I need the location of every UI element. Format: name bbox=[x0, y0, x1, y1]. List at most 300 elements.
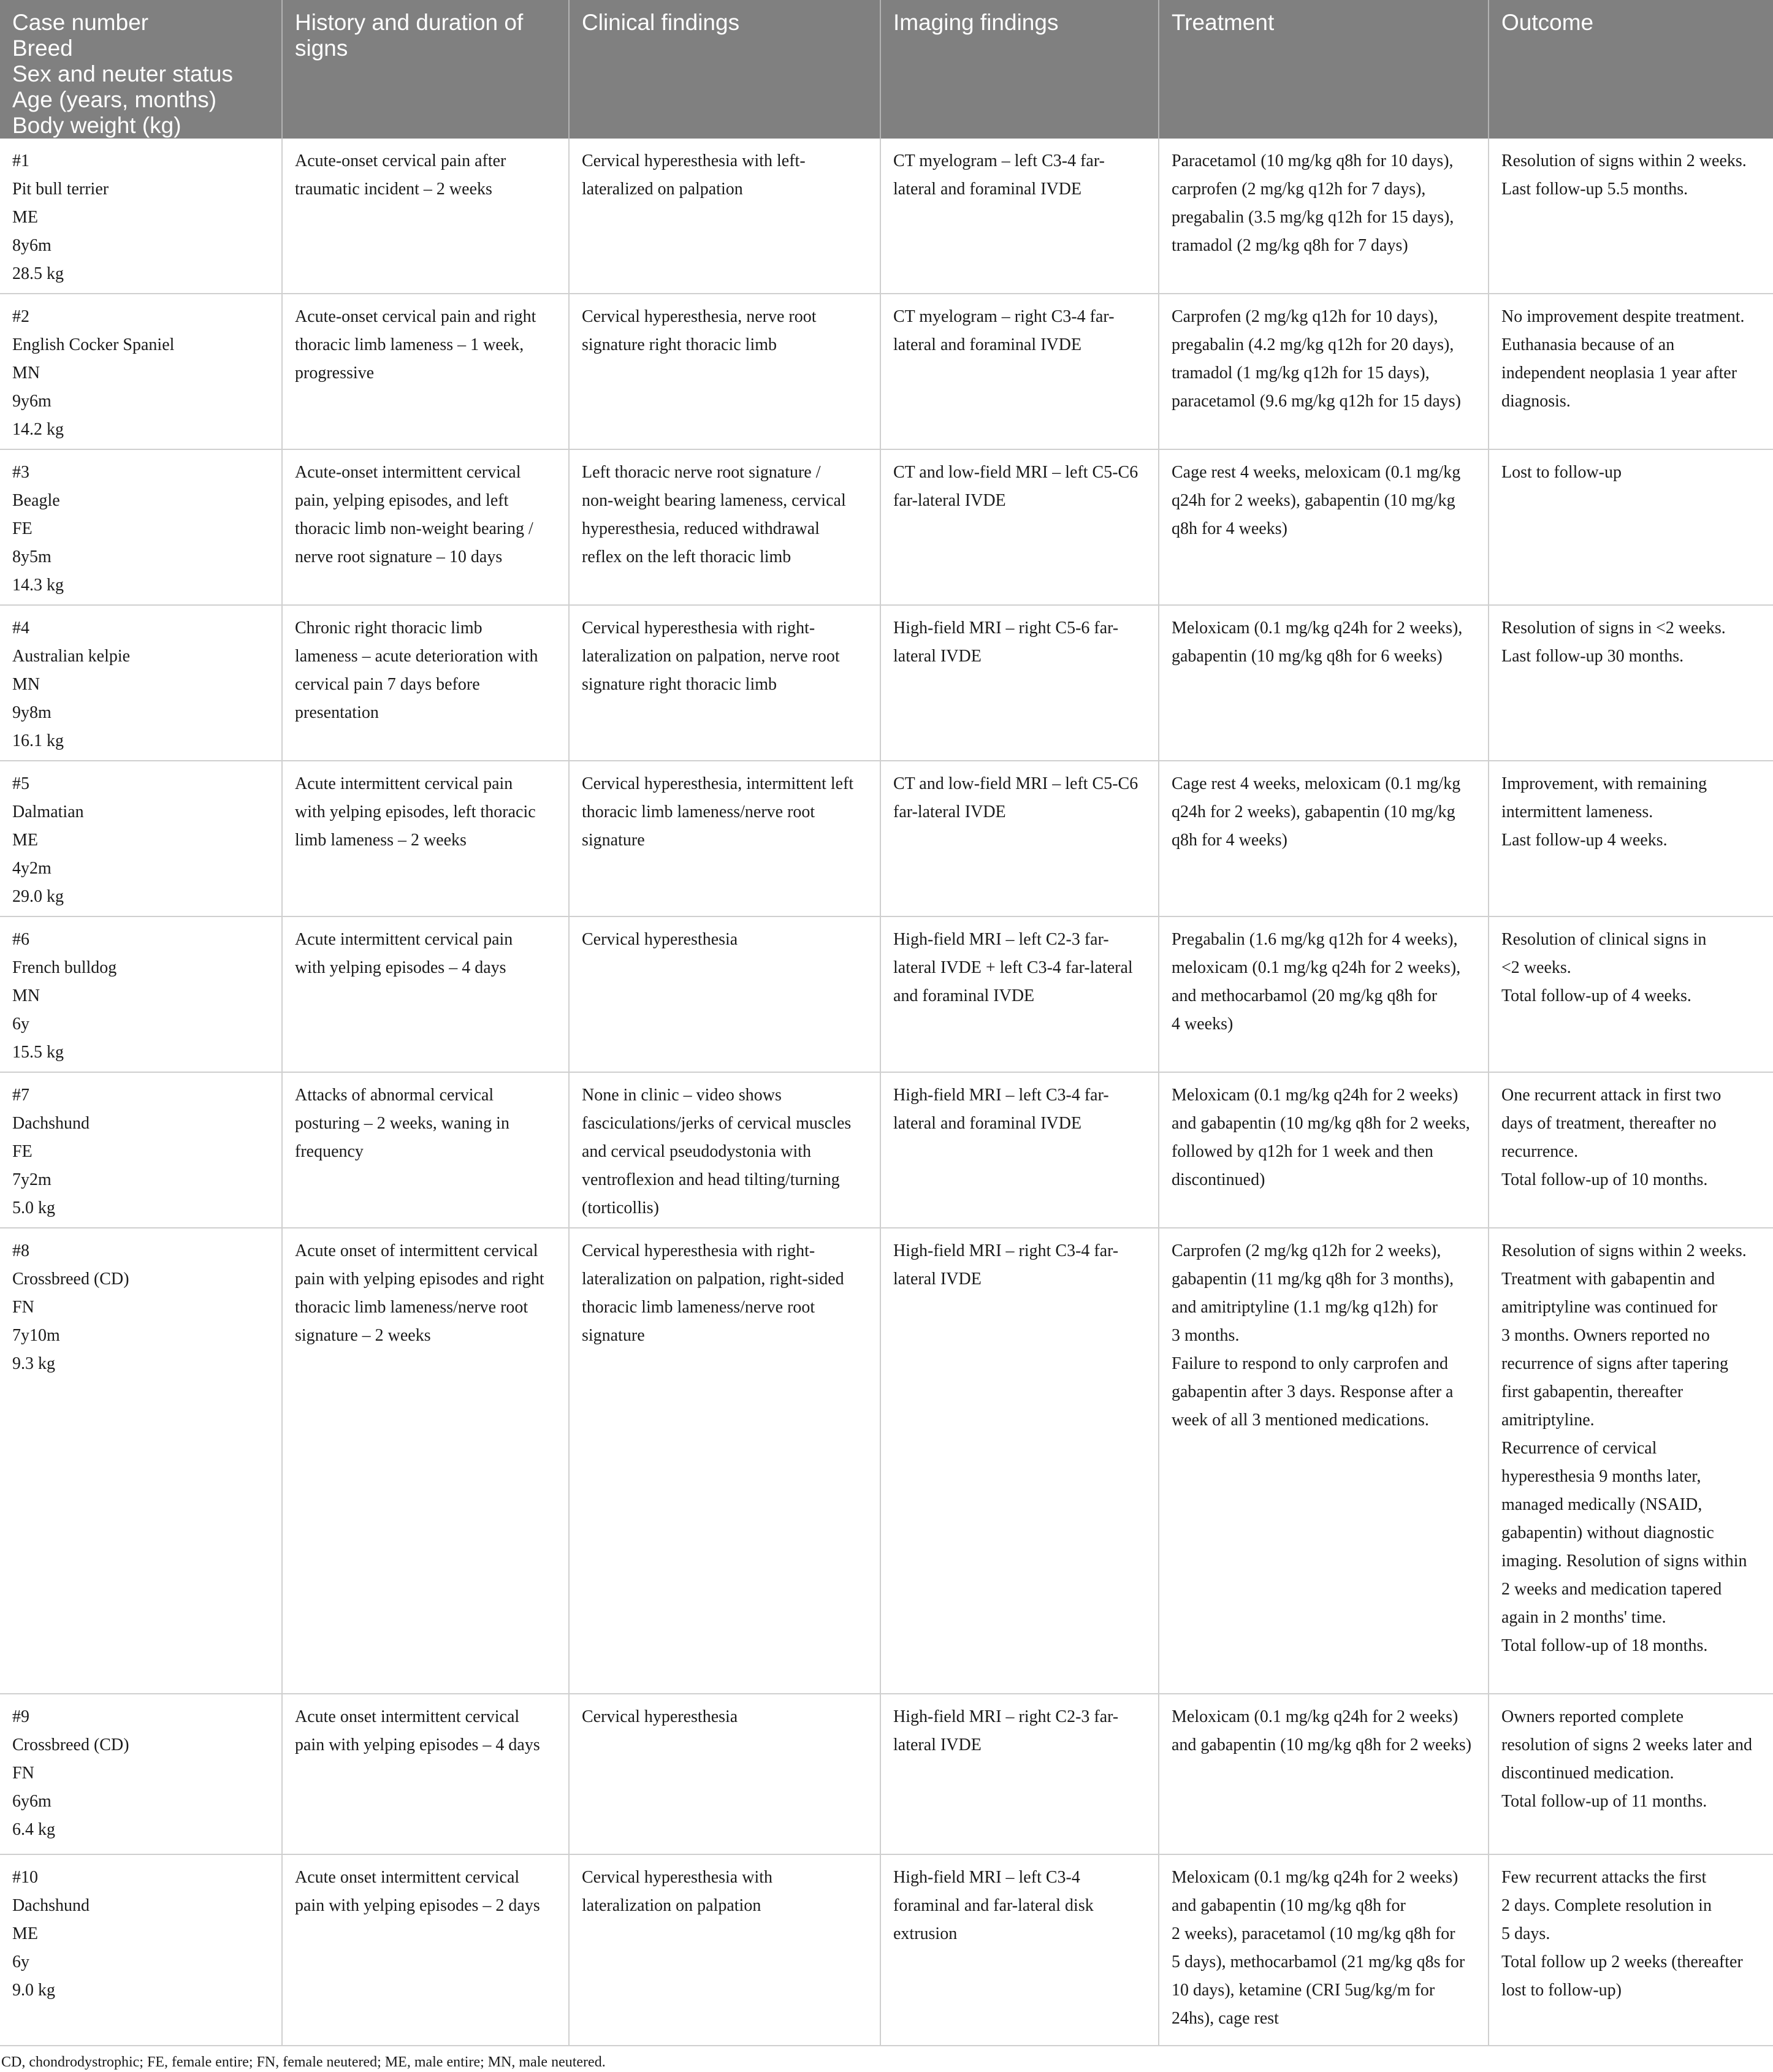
cell-line: signature bbox=[582, 1326, 645, 1345]
case-cell bbox=[0, 139, 282, 294]
cell-line: gabapentin (11 mg/kg q8h for 3 months), bbox=[1172, 1270, 1454, 1289]
cell-line: One recurrent attack in first two bbox=[1501, 1086, 1722, 1105]
table-row bbox=[0, 139, 1773, 294]
cell-line: Resolution of signs within 2 weeks. bbox=[1501, 1241, 1747, 1260]
cell-line: 2 weeks and medication tapered bbox=[1501, 1580, 1722, 1599]
cell-line: 6y bbox=[12, 1015, 29, 1034]
cell-line: 7y10m bbox=[12, 1326, 60, 1345]
cell-line: pregabalin (3.5 mg/kg q12h for 15 days), bbox=[1172, 208, 1454, 227]
cell-line: MN bbox=[12, 675, 40, 694]
cell-line: pregabalin (4.2 mg/kg q12h for 20 days), bbox=[1172, 335, 1454, 354]
cell-line: paracetamol (9.6 mg/kg q12h for 15 days) bbox=[1172, 392, 1461, 411]
cell-line: 3 months. Owners reported no bbox=[1501, 1326, 1710, 1345]
cell-line: 5 days. bbox=[1501, 1924, 1550, 1943]
cell-line: French bulldog bbox=[12, 958, 117, 977]
history-cell bbox=[282, 294, 569, 449]
cell-line: 9y6m bbox=[12, 392, 51, 411]
cell-line: CT and low-field MRI – left C5-C6 bbox=[893, 463, 1138, 482]
cell-line: 6y6m bbox=[12, 1792, 51, 1811]
header-line: Treatment bbox=[1172, 10, 1275, 35]
cell-line: gabapentin) without diagnostic bbox=[1501, 1523, 1714, 1542]
cell-line: 5 days), methocarbamol (21 mg/kg q8s for bbox=[1172, 1952, 1465, 1971]
cell-line: Acute onset intermittent cervical bbox=[295, 1707, 520, 1726]
cell-line: lateralized on palpation bbox=[582, 180, 743, 199]
imaging-cell bbox=[880, 1228, 1159, 1694]
case-header bbox=[0, 0, 282, 139]
cell-line: signature right thoracic limb bbox=[582, 675, 777, 694]
cell-line: Acute intermittent cervical pain bbox=[295, 930, 513, 949]
cell-line: pain, yelping episodes, and left bbox=[295, 491, 509, 510]
cell-line: lateral and foraminal IVDE bbox=[893, 1114, 1082, 1133]
outcome-cell bbox=[1489, 916, 1773, 1072]
cell-line: tramadol (2 mg/kg q8h for 7 days) bbox=[1172, 236, 1408, 255]
case-cell bbox=[0, 605, 282, 761]
cell-line: Cervical hyperesthesia, nerve root bbox=[582, 307, 817, 326]
table-row bbox=[0, 1228, 1773, 1694]
cell-line: Carprofen (2 mg/kg q12h for 2 weeks), bbox=[1172, 1241, 1441, 1260]
cell-line: 24hs), cage rest bbox=[1172, 2009, 1279, 2028]
outcome-header bbox=[1489, 0, 1773, 139]
cell-line: MN bbox=[12, 364, 40, 383]
cell-line: with yelping episodes, left thoracic bbox=[295, 802, 536, 821]
cell-line: #10 bbox=[12, 1868, 38, 1887]
cell-line: discontinued) bbox=[1172, 1170, 1265, 1189]
cell-line: posturing – 2 weeks, waning in bbox=[295, 1114, 509, 1133]
imaging-cell bbox=[880, 449, 1159, 605]
case-cell bbox=[0, 1694, 282, 1854]
cell-line: Dalmatian bbox=[12, 802, 84, 821]
table-row bbox=[0, 1072, 1773, 1228]
cell-line: #1 bbox=[12, 151, 29, 170]
cell-line: Cervical hyperesthesia with bbox=[582, 1868, 773, 1887]
cell-line: Total follow-up of 10 months. bbox=[1501, 1170, 1708, 1189]
cell-line: Meloxicam (0.1 mg/kg q24h for 2 weeks) bbox=[1172, 1707, 1458, 1726]
cell-line: #8 bbox=[12, 1241, 29, 1260]
cell-line: Crossbreed (CD) bbox=[12, 1735, 129, 1754]
cell-line: Total follow-up of 11 months. bbox=[1501, 1792, 1707, 1811]
cell-line: signature right thoracic limb bbox=[582, 335, 777, 354]
cell-line: extrusion bbox=[893, 1924, 958, 1943]
cell-line: q8h for 4 weeks) bbox=[1172, 519, 1287, 538]
header-line: Age (years, months) bbox=[12, 87, 217, 112]
cell-line: first gabapentin, thereafter bbox=[1501, 1382, 1683, 1401]
cell-line: q8h for 4 weeks) bbox=[1172, 831, 1287, 850]
cell-line: #3 bbox=[12, 463, 29, 482]
cell-line: Resolution of signs within 2 weeks. bbox=[1501, 151, 1747, 170]
cell-line: Owners reported complete bbox=[1501, 1707, 1683, 1726]
cell-line: pain with yelping episodes – 4 days bbox=[295, 1735, 540, 1754]
cell-line: 14.2 kg bbox=[12, 420, 64, 439]
cell-line: High-field MRI – right C3-4 far- bbox=[893, 1241, 1119, 1260]
cell-line: Improvement, with remaining bbox=[1501, 774, 1707, 793]
cell-line: Meloxicam (0.1 mg/kg q24h for 2 weeks), bbox=[1172, 619, 1463, 638]
cell-line: Acute-onset intermittent cervical bbox=[295, 463, 521, 482]
cell-line: CT myelogram – right C3-4 far- bbox=[893, 307, 1115, 326]
cell-line: ventroflexion and head tilting/turning bbox=[582, 1170, 840, 1189]
case-cell bbox=[0, 294, 282, 449]
cell-line: presentation bbox=[295, 703, 379, 722]
cell-line: 28.5 kg bbox=[12, 264, 64, 283]
cell-line: lateralization on palpation, right-sided bbox=[582, 1270, 844, 1289]
cell-line: resolution of signs 2 weeks later and bbox=[1501, 1735, 1753, 1754]
cell-line: None in clinic – video shows bbox=[582, 1086, 782, 1105]
cell-line: traumatic incident – 2 weeks bbox=[295, 180, 492, 199]
cell-line: 9.0 kg bbox=[12, 1981, 55, 2000]
header-line: signs bbox=[295, 36, 348, 61]
cell-line: Crossbreed (CD) bbox=[12, 1270, 129, 1289]
cell-line: High-field MRI – left C2-3 far- bbox=[893, 930, 1109, 949]
cell-line: nerve root signature – 10 days bbox=[295, 547, 503, 566]
treatment-cell bbox=[1159, 1228, 1489, 1694]
cell-line: 2 weeks), paracetamol (10 mg/kg q8h for bbox=[1172, 1924, 1455, 1943]
cell-line: Meloxicam (0.1 mg/kg q24h for 2 weeks) bbox=[1172, 1086, 1458, 1105]
cell-line: 3 months. bbox=[1172, 1326, 1240, 1345]
case-cell bbox=[0, 761, 282, 916]
header-line: Outcome bbox=[1501, 10, 1594, 35]
cell-line: #4 bbox=[12, 619, 29, 638]
cell-line: lost to follow-up) bbox=[1501, 1981, 1622, 2000]
treatment-cell bbox=[1159, 1854, 1489, 2046]
treatment-cell bbox=[1159, 139, 1489, 294]
cell-line: Cervical hyperesthesia with right- bbox=[582, 619, 815, 638]
cell-line: frequency bbox=[295, 1142, 364, 1161]
history-cell bbox=[282, 605, 569, 761]
cell-line: reflex on the left thoracic limb bbox=[582, 547, 791, 566]
cell-line: 29.0 kg bbox=[12, 887, 64, 906]
clinical-cell bbox=[569, 605, 880, 761]
cell-line: meloxicam (0.1 mg/kg q24h for 2 weeks), bbox=[1172, 958, 1461, 977]
case-cell bbox=[0, 1072, 282, 1228]
cell-line: gabapentin (10 mg/kg q8h for 6 weeks) bbox=[1172, 647, 1443, 666]
outcome-cell bbox=[1489, 449, 1773, 605]
cell-line: recurrence. bbox=[1501, 1142, 1579, 1161]
imaging-cell bbox=[880, 1072, 1159, 1228]
cell-line: and foraminal IVDE bbox=[893, 986, 1035, 1005]
cell-line: 15.5 kg bbox=[12, 1043, 64, 1062]
cell-line: Australian kelpie bbox=[12, 647, 131, 666]
cell-line: q24h for 2 weeks), gabapentin (10 mg/kg bbox=[1172, 491, 1455, 510]
cell-line: discontinued medication. bbox=[1501, 1764, 1674, 1783]
header-line: Case number bbox=[12, 10, 149, 35]
outcome-cell bbox=[1489, 1854, 1773, 2046]
cell-line: thoracic limb lameness/nerve root bbox=[295, 1298, 528, 1317]
cell-line: and methocarbamol (20 mg/kg q8h for bbox=[1172, 986, 1438, 1005]
history-cell bbox=[282, 1854, 569, 2046]
outcome-cell bbox=[1489, 605, 1773, 761]
cell-line: thoracic limb lameness – 1 week, bbox=[295, 335, 524, 354]
cell-line: carprofen (2 mg/kg q12h for 7 days), bbox=[1172, 180, 1426, 199]
cell-line: and gabapentin (10 mg/kg q8h for 2 weeks) bbox=[1172, 1735, 1472, 1754]
table-footnote: CD, chondrodystrophic; FE, female entire; FN, female neutered; ME, male entire; MN, male neutered. bbox=[1, 2054, 606, 2070]
cell-line: thoracic limb lameness/nerve root bbox=[582, 1298, 815, 1317]
cell-line: q24h for 2 weeks), gabapentin (10 mg/kg bbox=[1172, 802, 1455, 821]
cell-line: 4 weeks) bbox=[1172, 1015, 1233, 1034]
cell-line: lateral IVDE bbox=[893, 1270, 982, 1289]
cell-line: lateral IVDE bbox=[893, 1735, 982, 1754]
outcome-cell bbox=[1489, 139, 1773, 294]
cell-line: Lost to follow-up bbox=[1501, 463, 1622, 482]
cell-line: lateralization on palpation, nerve root bbox=[582, 647, 840, 666]
cell-line: No improvement despite treatment. bbox=[1501, 307, 1745, 326]
cell-line: managed medically (NSAID, bbox=[1501, 1495, 1702, 1514]
cell-line: and gabapentin (10 mg/kg q8h for bbox=[1172, 1896, 1406, 1915]
cell-line: (torticollis) bbox=[582, 1198, 659, 1217]
cell-line: ME bbox=[12, 1924, 38, 1943]
cell-line: High-field MRI – right C5-6 far- bbox=[893, 619, 1119, 638]
clinical-cell bbox=[569, 139, 880, 294]
table-row bbox=[0, 1854, 1773, 2046]
cell-line: Pregabalin (1.6 mg/kg q12h for 4 weeks), bbox=[1172, 930, 1458, 949]
cell-line: Recurrence of cervical bbox=[1501, 1439, 1657, 1458]
cell-line: 6y bbox=[12, 1952, 29, 1971]
history-header bbox=[282, 0, 569, 139]
clinical-cell bbox=[569, 1228, 880, 1694]
cell-line: 4y2m bbox=[12, 859, 51, 878]
header-line: Body weight (kg) bbox=[12, 113, 181, 138]
treatment-cell bbox=[1159, 761, 1489, 916]
outcome-cell bbox=[1489, 294, 1773, 449]
cell-line: lateral IVDE bbox=[893, 647, 982, 666]
clinical-header bbox=[569, 0, 880, 139]
cell-line: MN bbox=[12, 986, 40, 1005]
cell-line: with yelping episodes – 4 days bbox=[295, 958, 506, 977]
table-header bbox=[0, 0, 1773, 139]
cell-line: Cage rest 4 weeks, meloxicam (0.1 mg/kg bbox=[1172, 463, 1461, 482]
cell-line: fasciculations/jerks of cervical muscles bbox=[582, 1114, 852, 1133]
cell-line: and gabapentin (10 mg/kg q8h for 2 weeks, bbox=[1172, 1114, 1470, 1133]
cell-line: 9.3 kg bbox=[12, 1354, 55, 1373]
cell-line: tramadol (1 mg/kg q12h for 15 days), bbox=[1172, 364, 1430, 383]
table-body bbox=[0, 139, 1773, 2046]
imaging-cell bbox=[880, 139, 1159, 294]
cell-line: 14.3 kg bbox=[12, 576, 64, 595]
cell-line: 9y8m bbox=[12, 703, 51, 722]
header-line: Sex and neuter status bbox=[12, 61, 233, 86]
cell-line: Cervical hyperesthesia bbox=[582, 930, 738, 949]
treatment-cell bbox=[1159, 294, 1489, 449]
table-row bbox=[0, 1694, 1773, 1854]
cell-line: FN bbox=[12, 1298, 34, 1317]
imaging-cell bbox=[880, 1694, 1159, 1854]
cell-line: Treatment with gabapentin and bbox=[1501, 1270, 1715, 1289]
outcome-cell bbox=[1489, 1072, 1773, 1228]
clinical-cell bbox=[569, 294, 880, 449]
cell-line: imaging. Resolution of signs within bbox=[1501, 1552, 1747, 1571]
cell-line: 16.1 kg bbox=[12, 731, 64, 750]
cell-line: thoracic limb non-weight bearing / bbox=[295, 519, 533, 538]
cell-line: Total follow-up of 18 months. bbox=[1501, 1636, 1708, 1655]
cell-line: Few recurrent attacks the first bbox=[1501, 1868, 1707, 1887]
cell-line: signature – 2 weeks bbox=[295, 1326, 431, 1345]
cell-line: progressive bbox=[295, 364, 375, 383]
history-cell bbox=[282, 761, 569, 916]
clinical-cell bbox=[569, 1694, 880, 1854]
cell-line: Acute-onset cervical pain after bbox=[295, 151, 506, 170]
cell-line: #7 bbox=[12, 1086, 29, 1105]
cell-line: week of all 3 mentioned medications. bbox=[1172, 1411, 1429, 1430]
cell-line: Acute-onset cervical pain and right bbox=[295, 307, 536, 326]
cell-line: 2 days. Complete resolution in bbox=[1501, 1896, 1712, 1915]
cell-line: lateral and foraminal IVDE bbox=[893, 335, 1082, 354]
cell-line: Last follow-up 5.5 months. bbox=[1501, 180, 1688, 199]
cell-line: non-weight bearing lameness, cervical bbox=[582, 491, 846, 510]
cell-line: CT myelogram – left C3-4 far- bbox=[893, 151, 1105, 170]
cell-line: ME bbox=[12, 831, 38, 850]
cell-line: Cervical hyperesthesia with left- bbox=[582, 151, 806, 170]
cell-line: lameness – acute deterioration with bbox=[295, 647, 538, 666]
cell-line: Attacks of abnormal cervical bbox=[295, 1086, 494, 1105]
cell-line: FN bbox=[12, 1764, 34, 1783]
cell-line: 8y5m bbox=[12, 547, 51, 566]
cell-line: #6 bbox=[12, 930, 29, 949]
cell-line: Total follow up 2 weeks (thereafter bbox=[1501, 1952, 1743, 1971]
header-row bbox=[0, 0, 1773, 139]
cell-line: CT and low-field MRI – left C5-C6 bbox=[893, 774, 1138, 793]
history-cell bbox=[282, 1694, 569, 1854]
cell-line: diagnosis. bbox=[1501, 392, 1571, 411]
cell-line: 10 days), ketamine (CRI 5ug/kg/m for bbox=[1172, 1981, 1435, 2000]
cell-line: Paracetamol (10 mg/kg q8h for 10 days), bbox=[1172, 151, 1454, 170]
cell-line: High-field MRI – left C3-4 far- bbox=[893, 1086, 1109, 1105]
imaging-cell bbox=[880, 605, 1159, 761]
treatment-header bbox=[1159, 0, 1489, 139]
cell-line: 8y6m bbox=[12, 236, 51, 255]
cell-line: Left thoracic nerve root signature / bbox=[582, 463, 821, 482]
cell-line: Cage rest 4 weeks, meloxicam (0.1 mg/kg bbox=[1172, 774, 1461, 793]
history-cell bbox=[282, 449, 569, 605]
clinical-cell bbox=[569, 916, 880, 1072]
cell-line: Carprofen (2 mg/kg q12h for 10 days), bbox=[1172, 307, 1438, 326]
cell-line: Total follow-up of 4 weeks. bbox=[1501, 986, 1691, 1005]
case-cell bbox=[0, 916, 282, 1072]
cell-line: 5.0 kg bbox=[12, 1198, 55, 1217]
cell-line: amitriptyline. bbox=[1501, 1411, 1595, 1430]
treatment-cell bbox=[1159, 605, 1489, 761]
cell-line: Acute onset of intermittent cervical bbox=[295, 1241, 538, 1260]
treatment-cell bbox=[1159, 1072, 1489, 1228]
cell-line: Chronic right thoracic limb bbox=[295, 619, 482, 638]
table-row bbox=[0, 761, 1773, 916]
cell-line: Last follow-up 30 months. bbox=[1501, 647, 1684, 666]
history-cell bbox=[282, 139, 569, 294]
header-line: Imaging findings bbox=[893, 10, 1059, 35]
cell-line: FE bbox=[12, 1142, 32, 1161]
cell-line: Acute intermittent cervical pain bbox=[295, 774, 513, 793]
cell-line: Cervical hyperesthesia with right- bbox=[582, 1241, 815, 1260]
cell-line: Resolution of clinical signs in bbox=[1501, 930, 1707, 949]
cell-line: lateral IVDE + left C3-4 far-lateral bbox=[893, 958, 1133, 977]
cell-line: 7y2m bbox=[12, 1170, 51, 1189]
cell-line: Pit bull terrier bbox=[12, 180, 109, 199]
header-line: Clinical findings bbox=[582, 10, 740, 35]
imaging-cell bbox=[880, 294, 1159, 449]
imaging-cell bbox=[880, 761, 1159, 916]
cell-line: High-field MRI – right C2-3 far- bbox=[893, 1707, 1119, 1726]
cell-line: gabapentin after 3 days. Response after a bbox=[1172, 1382, 1454, 1401]
cell-line: limb lameness – 2 weeks bbox=[295, 831, 467, 850]
table-row bbox=[0, 916, 1773, 1072]
treatment-cell bbox=[1159, 1694, 1489, 1854]
cell-line: Meloxicam (0.1 mg/kg q24h for 2 weeks) bbox=[1172, 1868, 1458, 1887]
clinical-cell bbox=[569, 761, 880, 916]
cell-line: days of treatment, thereafter no bbox=[1501, 1114, 1717, 1133]
outcome-cell bbox=[1489, 761, 1773, 916]
cell-line: followed by q12h for 1 week and then bbox=[1172, 1142, 1433, 1161]
outcome-cell bbox=[1489, 1228, 1773, 1694]
history-cell bbox=[282, 1228, 569, 1694]
table-row bbox=[0, 294, 1773, 449]
cell-line: foraminal and far-lateral disk bbox=[893, 1896, 1094, 1915]
cell-line: pain with yelping episodes and right bbox=[295, 1270, 544, 1289]
cell-line: Last follow-up 4 weeks. bbox=[1501, 831, 1668, 850]
cell-line: Euthanasia because of an bbox=[1501, 335, 1675, 354]
cell-line: Dachshund bbox=[12, 1896, 90, 1915]
cell-line: #2 bbox=[12, 307, 29, 326]
cell-line: Failure to respond to only carprofen and bbox=[1172, 1354, 1448, 1373]
clinical-cell bbox=[569, 449, 880, 605]
cell-line: far-lateral IVDE bbox=[893, 491, 1006, 510]
outcome-cell bbox=[1489, 1694, 1773, 1854]
cell-line: recurrence of signs after tapering bbox=[1501, 1354, 1729, 1373]
treatment-cell bbox=[1159, 916, 1489, 1072]
cell-line: and amitriptyline (1.1 mg/kg q12h) for bbox=[1172, 1298, 1438, 1317]
cell-line: English Cocker Spaniel bbox=[12, 335, 175, 354]
treatment-cell bbox=[1159, 449, 1489, 605]
cell-line: hyperesthesia, reduced withdrawal bbox=[582, 519, 820, 538]
cell-line: Dachshund bbox=[12, 1114, 90, 1133]
cell-line: Cervical hyperesthesia bbox=[582, 1707, 738, 1726]
cell-line: again in 2 months' time. bbox=[1501, 1608, 1666, 1627]
cell-line: hyperesthesia 9 months later, bbox=[1501, 1467, 1701, 1486]
case-cell bbox=[0, 1854, 282, 2046]
cell-line: Beagle bbox=[12, 491, 60, 510]
cell-line: pain with yelping episodes – 2 days bbox=[295, 1896, 540, 1915]
cell-line: FE bbox=[12, 519, 32, 538]
cell-line: and cervical pseudodystonia with bbox=[582, 1142, 812, 1161]
history-cell bbox=[282, 1072, 569, 1228]
cell-line: Acute onset intermittent cervical bbox=[295, 1868, 520, 1887]
cell-line: cervical pain 7 days before bbox=[295, 675, 480, 694]
cell-line: High-field MRI – left C3-4 bbox=[893, 1868, 1080, 1887]
cell-line: lateralization on palpation bbox=[582, 1896, 761, 1915]
case-cell bbox=[0, 449, 282, 605]
imaging-cell bbox=[880, 916, 1159, 1072]
cell-line: Resolution of signs in <2 weeks. bbox=[1501, 619, 1726, 638]
case-cell bbox=[0, 1228, 282, 1694]
cell-line: ME bbox=[12, 208, 38, 227]
cell-line: <2 weeks. bbox=[1501, 958, 1571, 977]
history-cell bbox=[282, 916, 569, 1072]
table-row bbox=[0, 605, 1773, 761]
clinical-cell bbox=[569, 1854, 880, 2046]
clinical-cell bbox=[569, 1072, 880, 1228]
header-line: Breed bbox=[12, 36, 73, 61]
table-row bbox=[0, 449, 1773, 605]
cell-line: #5 bbox=[12, 774, 29, 793]
imaging-header bbox=[880, 0, 1159, 139]
cell-line: far-lateral IVDE bbox=[893, 802, 1006, 821]
cell-line: intermittent lameness. bbox=[1501, 802, 1653, 821]
header-line: History and duration of bbox=[295, 10, 524, 35]
cell-line: thoracic limb lameness/nerve root bbox=[582, 802, 815, 821]
cell-line: lateral and foraminal IVDE bbox=[893, 180, 1082, 199]
cell-line: Cervical hyperesthesia, intermittent left bbox=[582, 774, 854, 793]
cell-line: #9 bbox=[12, 1707, 29, 1726]
cell-line: signature bbox=[582, 831, 645, 850]
imaging-cell bbox=[880, 1854, 1159, 2046]
cell-line: 6.4 kg bbox=[12, 1820, 55, 1839]
cell-line: independent neoplasia 1 year after bbox=[1501, 364, 1737, 383]
